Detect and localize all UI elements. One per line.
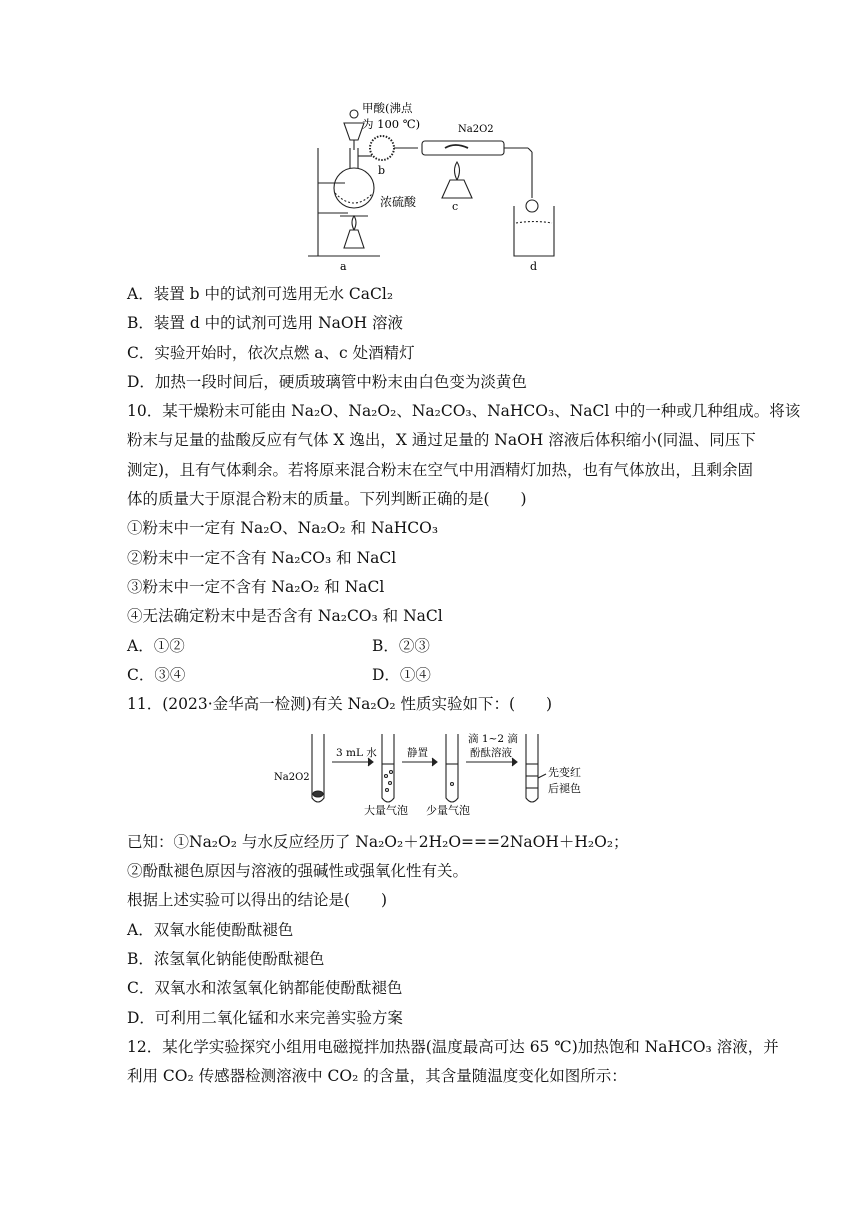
q10-stem-line-3: 测定)，且有气体剩余。若将原来混合粉末在空气中用酒精灯加热，也有气体放出，且剩余固 bbox=[127, 461, 754, 479]
label-c: c bbox=[452, 200, 459, 213]
na2o2-tube-label: Na2O2 bbox=[274, 772, 310, 783]
step-stand-label: 静置 bbox=[407, 747, 428, 759]
result-fade-label: 后褪色 bbox=[548, 782, 581, 795]
q10-option-d: D．①④ bbox=[372, 666, 431, 684]
step-phenolphthalein-label: 酚酞溶液 bbox=[470, 747, 512, 759]
conc-sulfuric-acid-label: 浓硫酸 bbox=[380, 195, 417, 209]
q11-option-c: C．双氧水和浓氢氧化钠都能使酚酞褪色 bbox=[127, 979, 403, 997]
q10-statement-3: ③粉末中一定不含有 Na₂O₂ 和 NaCl bbox=[127, 578, 385, 596]
q10-stem-line-4: 体的质量大于原混合粉末的质量。下列判断正确的是( ) bbox=[127, 490, 527, 508]
step-drop-label: 滴 1~2 滴 bbox=[468, 733, 518, 745]
step-add-water-label: 3 mL 水 bbox=[336, 747, 377, 759]
q11-option-a: A．双氧水能使酚酞褪色 bbox=[127, 921, 294, 939]
many-bubbles-label: 大量气泡 bbox=[364, 804, 408, 816]
q10-option-a: A．①② bbox=[127, 637, 185, 655]
q12-stem-line-2: 利用 CO₂ 传感器检测溶液中 CO₂ 的含量，其含量随温度变化如图所示： bbox=[127, 1067, 627, 1085]
q10-stem-line-2: 粉末与足量的盐酸反应有气体 X 逸出，X 通过足量的 NaOH 溶液后体积缩小(同温、同压下 bbox=[127, 431, 756, 449]
q9-option-c: C．实验开始时，依次点燃 a、c 处酒精灯 bbox=[127, 344, 415, 362]
few-bubbles-label: 少量气泡 bbox=[426, 804, 470, 816]
q12-stem-line-1: 12．某化学实验探究小组用电磁搅拌加热器(温度最高可达 65 ℃)加热饱和 NaHCO₃ 溶液，并 bbox=[127, 1038, 779, 1056]
label-a: a bbox=[340, 260, 347, 273]
q9-option-a: A．装置 b 中的试剂可选用无水 CaCl₂ bbox=[127, 285, 394, 303]
q9-option-d: D．加热一段时间后，硬质玻璃管中粉末由白色变为淡黄色 bbox=[127, 373, 527, 391]
q10-option-c: C．③④ bbox=[127, 666, 186, 684]
q11-option-b: B．浓氢氧化钠能使酚酞褪色 bbox=[127, 950, 325, 968]
formic-acid-label-1: 甲酸(沸点 bbox=[362, 101, 413, 115]
q10-stem-line-1: 10．某干燥粉末可能由 Na₂O、Na₂O₂、Na₂CO₃、NaHCO₃、NaCl 中的一种或几种组成。将该 bbox=[127, 402, 801, 420]
test-tube-figure bbox=[270, 728, 620, 816]
q10-statement-1: ①粉末中一定有 Na₂O、Na₂O₂ 和 NaHCO₃ bbox=[127, 519, 439, 537]
q11-known-1: 已知：①Na₂O₂ 与水反应经历了 Na₂O₂＋2H₂O===2NaOH＋H₂O₂； bbox=[127, 833, 629, 851]
q11-ask: 根据上述实验可以得出的结论是( ) bbox=[127, 891, 388, 909]
na2o2-label: Na2O2 bbox=[458, 124, 494, 135]
apparatus-figure bbox=[300, 98, 560, 276]
q11-option-d: D．可利用二氧化锰和水来完善实验方案 bbox=[127, 1009, 403, 1027]
result-red-label: 先变红 bbox=[548, 766, 581, 779]
q11-stem: 11．(2023·金华高一检测)有关 Na₂O₂ 性质实验如下：( ) bbox=[127, 695, 553, 713]
q9-option-b: B．装置 d 中的试剂可选用 NaOH 溶液 bbox=[127, 314, 404, 332]
q10-statement-4: ④无法确定粉末中是否含有 Na₂CO₃ 和 NaCl bbox=[127, 607, 443, 625]
label-b: b bbox=[378, 164, 386, 177]
q10-statement-2: ②粉末中一定不含有 Na₂CO₃ 和 NaCl bbox=[127, 549, 397, 567]
q11-known-2: ②酚酞褪色原因与溶液的强碱性或强氧化性有关。 bbox=[127, 862, 469, 880]
q10-option-b: B．②③ bbox=[372, 637, 430, 655]
label-d: d bbox=[530, 260, 538, 273]
formic-acid-label-2: 为 100 ℃) bbox=[362, 117, 421, 131]
